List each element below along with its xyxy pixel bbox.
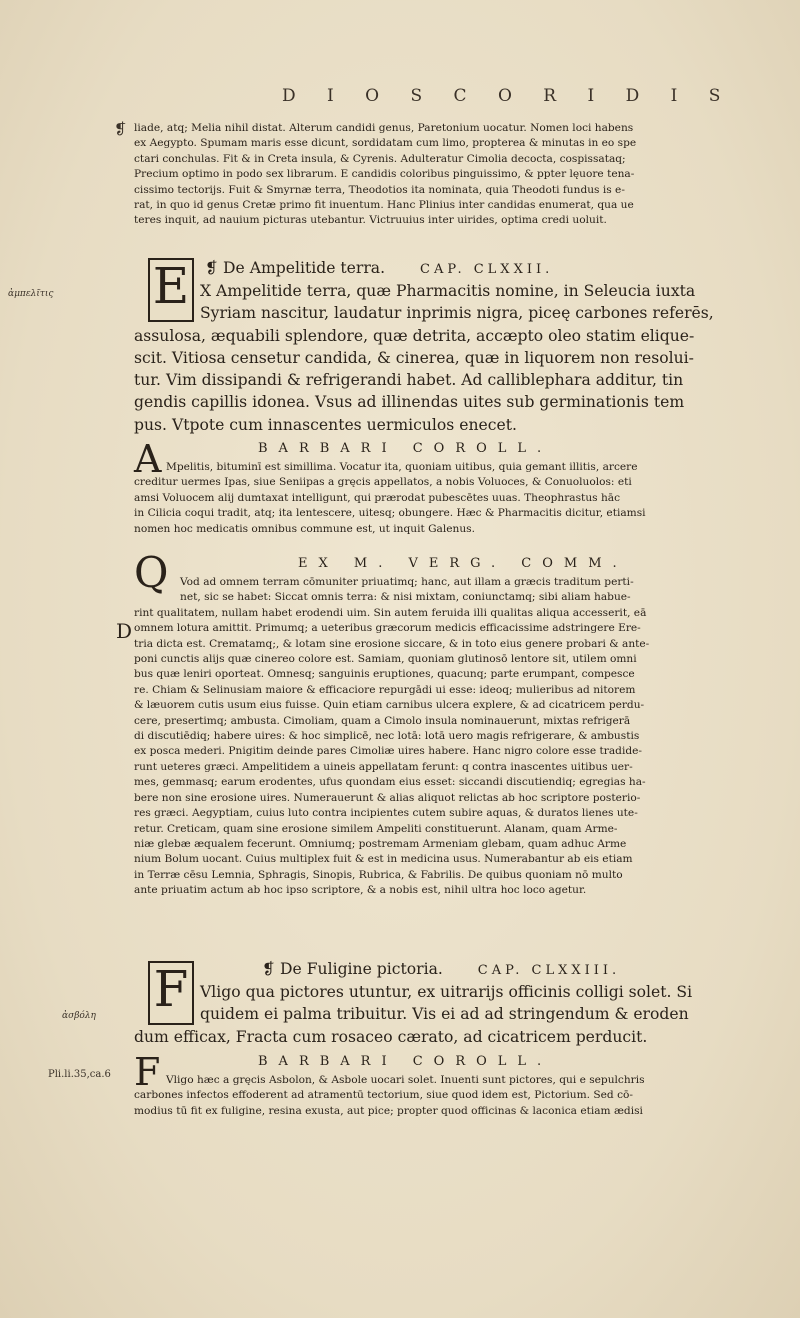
chapter-172-heading <box>205 257 785 281</box>
pilcrow-icon: ❡ <box>262 960 276 978</box>
text-line: bere non sine erosione uires. Numerauerunt & alias aliquot relictas ab hoc scriptore posterio- <box>134 791 641 804</box>
comm-heading: EX M. VERG. COMM. <box>298 556 628 571</box>
barbari-1-body <box>134 460 786 537</box>
text-line: X Ampelitide terra, quæ Pharmacitis nomine, in Seleucia iuxta <box>200 282 696 300</box>
text-line: liade, atq; Melia nihil distat. Alterum candidi genus, Paretonium uocatur. Nomen loci habens <box>134 122 634 134</box>
chapter-173-heading <box>262 958 782 982</box>
text-line: cissimo tectorijs. Fuit & Smyrnæ terra, Theodotios ita nominata, quia Theodoti fundus is e- <box>134 183 625 196</box>
text-line: nium Bolum uocant. Cuius multiplex fuit & est in medicina usus. Numerabantur ab eis etiam <box>134 853 633 866</box>
text-line: creditur uermes Ipas, siue Seniipas a gręcis appellatos, a nobis Voluoces, & Conuoluolos: eti <box>134 476 632 489</box>
text-line: niæ glebæ æqualem fecerunt. Omniumq; postremam Armeniam glebam, quam adhuc Arme <box>134 837 627 850</box>
text-line: rint qualitatem, nullam habet erodendi uim. Sin autem feruida illi qualitas aliqua accesserit, eā <box>134 606 647 619</box>
text-line: & læuorem cutis usum eius fuisse. Quin etiam carnibus ulcera explere, & ad cicatricem perdu- <box>134 699 645 712</box>
text-line: gendis capillis idonea. Vsus ad illinendas uites sub germinationis tem <box>134 393 685 412</box>
text-line: pus. Vtpote cum innascentes uermiculos enecet. <box>134 415 517 434</box>
text-line: Syriam nascitur, laudatur inprimis nigra, piceę carbones referēs, <box>200 304 714 323</box>
text-line: re. Chiam & Selinusiam maiore & efficaciore repurgādi ui esse: ideoq; mulieribus ad nitorem <box>134 683 636 696</box>
text-line: ctari conchulas. Fit & in Creta insula, & Cyrenis. Adulteratur Cimolia decocta, cospissataq; <box>134 152 626 165</box>
margin-citation: Pli.li.35,ca.6 <box>48 1069 111 1080</box>
text-line: tria dicta est. Crematamq;, & lotam sine erosione siccare, & in toto eius genere probari & ante- <box>134 637 650 650</box>
text-line: cere, presertimq; ambusta. Cimoliam, quam a Cimolo insula nominauerunt, mixtas refrigerā <box>134 714 631 727</box>
text-line: poni cunctis alijs quæ cinereo colore est. Samiam, quoniam glutinosō lentore sit, utilem omni <box>134 653 637 666</box>
text-line: runt ueteres græci. Ampelitidem a uineis appellatam ferunt: q contra inascentes uitibus uer- <box>134 760 633 773</box>
text-line: quidem ei palma tribuitur. Vis ei ad ad stringendum & eroden <box>200 1005 689 1024</box>
chapter-172-body <box>134 280 786 436</box>
text-line: Vligo hæc a gręcis Asbolon, & Asbole uocari solet. Inuenti sunt pictores, qui e sepulchris <box>166 1074 645 1086</box>
text-line: tur. Vim dissipandi & refrigerandi habet. Ad calliblephara additur, tin <box>134 371 684 390</box>
chapter-number: CAP. CLXXII. <box>420 262 554 277</box>
initial-letter-q: Q <box>134 548 169 597</box>
text-line: modius tū fit ex fuligine, resina exusta, aut pice; propter quod officinas & laconica etiam ædisi <box>134 1104 643 1117</box>
text-line: Vligo qua pictores utuntur, ex uitrarijs officinis colligi solet. Si <box>200 983 693 1001</box>
text-line: Precium optimo in podo sex librarum. E candidis coloribus pinguissimo, & ppter lęuore tena- <box>134 168 635 181</box>
barbari-1-heading: BARBARI COROLL. <box>258 441 553 456</box>
text-line: nomen hoc medicatis omnibus commune est, ut inquit Galenus. <box>134 522 475 535</box>
text-line: ex Aegypto. Spumam maris esse dicunt, sordidatam cum limo, propterea & minutas in eo spe <box>134 137 637 150</box>
comm-body <box>134 575 786 899</box>
chapter-173-body <box>134 981 786 1048</box>
initial-letter-f-small: F <box>134 1050 161 1094</box>
text-line: rat, in quo id genus Cretæ primo fit inuentum. Hanc Plinius inter candidas enumerat, qua ue <box>134 199 634 212</box>
text-line: amsi Voluocem alij dumtaxat intelligunt, qui prærodat pubescētes uuas. Theophrastus hāc <box>134 491 621 504</box>
initial-letter-f: F <box>148 961 194 1025</box>
margin-letter-d: D <box>116 619 133 643</box>
text-line: Vod ad omnem terram cōmuniter priuatimq; hanc, aut illam a græcis traditum perti- <box>180 576 634 588</box>
text-line: omnem lotura amittit. Primumq; a ueteribus græcorum medicis efficacissime adstringere Ere- <box>134 622 641 635</box>
text-line: mes, gemmasq; earum erodentes, ufus quondam eius esset: siccandi discutiendiq; egregias ha- <box>134 776 646 789</box>
text-line: in Cilicia coqui tradit, atq; ita lentescere, uitesq; obungere. Hæc & Pharmacitis dicitur, etiamsi <box>134 507 646 520</box>
barbari-2-heading: BARBARI COROLL. <box>258 1054 553 1069</box>
barbari-2-body <box>134 1073 786 1119</box>
top-paragraph <box>134 121 786 229</box>
margin-greek-ampelitis: ἀμπελῖτις <box>8 289 54 299</box>
pilcrow-icon: ❡ <box>205 259 219 277</box>
running-head: D I O S C O R I D I S <box>282 86 734 106</box>
text-line: dum efficax, Fracta cum rosaceo cærato, ad cicatricem perducit. <box>134 1027 648 1046</box>
chapter-title: De Fuligine pictoria. <box>280 960 443 978</box>
chapter-title: De Ampelitide terra. <box>223 259 386 277</box>
text-line: ex posca mederi. Pnigitim deinde pares Cimoliæ uires habere. Hanc nigro colore esse tradide- <box>134 745 642 758</box>
chapter-number: CAP. CLXXIII. <box>477 963 621 978</box>
text-line: teres inquit, ad nauium picturas utebantur. Victruuius inter uirides, optima credi uoluit. <box>134 214 607 227</box>
initial-letter-e: E <box>148 258 194 322</box>
initial-letter-a: A <box>134 437 162 481</box>
text-line: net, sic se habet: Siccat omnis terra: & nisi mixtam, coniunctamq; sibi aliam habue- <box>180 591 631 604</box>
text-line: Mpelitis, bituminī est simillima. Vocatur ita, quoniam uitibus, quia gemant illitis, arcere <box>166 461 638 473</box>
text-line: in Terræ cēsu Lemnia, Sphragis, Sinopis, Rubrica, & Fabrilis. De quibus quoniam nō multo <box>134 868 623 881</box>
text-line: ante priuatim actum ab hoc ipso scriptore, & a nobis est, nihil ultra hoc loco agetur. <box>134 884 587 897</box>
text-line: bus quæ leniri oporteat. Omnesq; sanguinis eruptiones, quacunq; parte erumpant, compesce <box>134 668 635 681</box>
text-line: res græci. Aegyptiam, cuius luto contra incipientes cutem subire aquas, & duratos lienes ute- <box>134 807 638 820</box>
text-line: di discutiēdiq; habere uires: & hoc simplicē, nec lotā: lotā uero magis refrigerare, & ambustis <box>134 730 640 743</box>
margin-greek-asbole: ἀσβόλη <box>62 1011 96 1021</box>
text-line: retur. Creticam, quam sine erosione similem Ampeliti constituerunt. Alanam, quam Arme- <box>134 822 618 835</box>
text-line: assulosa, æquabili splendore, quæ detrita, accæpto oleo statim elique- <box>134 326 695 345</box>
text-line: scit. Vitiosa censetur candida, & cinerea, quæ in liquorem non resolui- <box>134 348 694 367</box>
pilcrow-margin: ❡ <box>114 120 127 138</box>
text-line: carbones infectos effoderent ad atramentū tectorium, siue quod idem est, Pictorium. Sed cō- <box>134 1089 633 1102</box>
